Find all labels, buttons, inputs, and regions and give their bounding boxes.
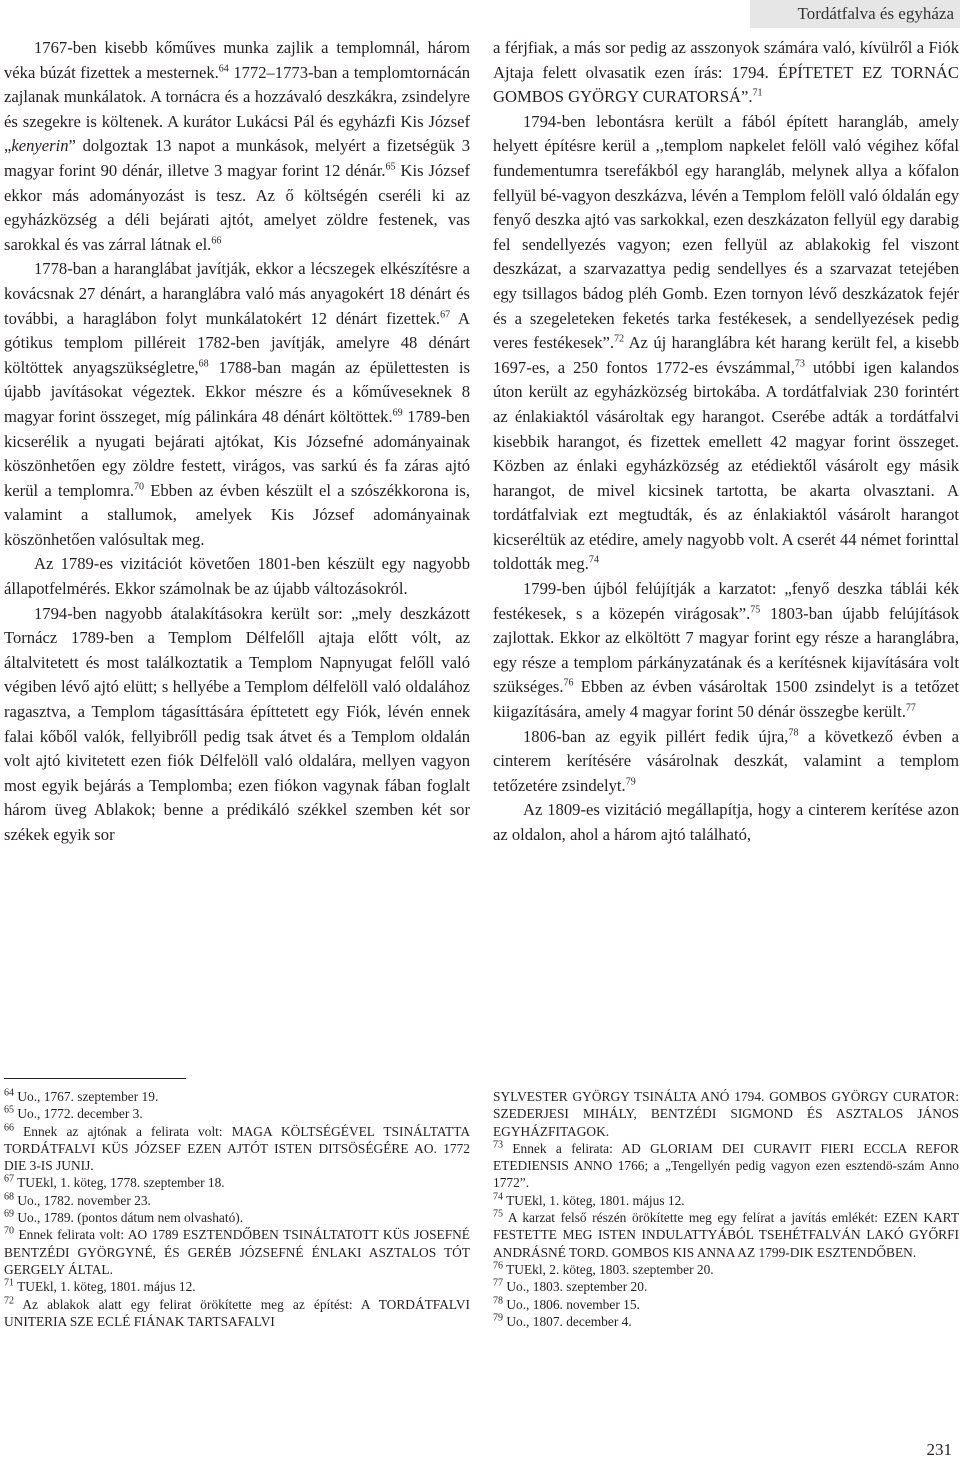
- footnotes-right: [493, 1088, 959, 1330]
- footnote-ref[interactable]: 78: [788, 727, 799, 739]
- paragraph: Az 1809-es vizitáció megállapítja, hogy a cinterem kerítése azon az oldalon, ahol a három ajtó található,: [493, 800, 959, 844]
- footnote: $^{66}$ Ennek az ajtónak a felirata volt: MAGA KÖLTSÉGÉVEL TSINÁLTATTA TORDÁTFALVI KÜS JÓZSEF EZEN AJTÓT ISTEN DITSÖSÉGÉRE AO. 1772 DIE 3-IS JUNIJ.: [4, 1122, 470, 1174]
- page-number: 231: [926, 1440, 952, 1459]
- footnote-divider: [4, 1078, 186, 1079]
- footnote-continued: SYLVESTER GYÖRGY TSINÁLTA ANÓ 1794. GOMBOS GYÖRGY CURATOR: SZEDERJESI MIHÁLY, BENTZÉDI SIGMOND ÉS ASZTALOS JÁNOS EGYHÁZFITAGOK.: [493, 1089, 959, 1139]
- footnote-ref[interactable]: 79: [625, 776, 636, 788]
- footnote-ref[interactable]: 76: [563, 677, 574, 689]
- footnote-ref[interactable]: 77: [905, 702, 916, 714]
- footnote-ref[interactable]: 70: [134, 481, 144, 493]
- footnote-ref[interactable]: 71: [752, 87, 763, 99]
- footnote: $^{74}$ TUEkl, 1. köteg, 1801. május 12.: [493, 1191, 685, 1208]
- paragraph: 1799-ben újból felújítják a karzatot: „fenyő deszka táblái kék festékesek, s a közepén virágosak”.$^{75}$ 1803-ban újabb felújítások zajlottak. Ekkor az elköltött 7 magyar forint egy része a haranglábra, egy része a templom párkányzatának és a kerítésnek kijavítására volt szükséges.$^{76}$ Ebben az évben vásároltak 1500 zsindelyt is a tetőzet kiigazítására, amely 4 magyar forint 50 dénár összegbe került.$^{77}$: [493, 579, 960, 722]
- emphasis: kenyerin: [11, 136, 69, 156]
- running-header: Tordátfalva és egyháza: [750, 0, 960, 28]
- paragraph: 1794-ben lebontásra került a fából épített harangláb, amely helyett építésre kerül a ,,templom napkelet felöll való végihez kőfal fundementumra tserefákból egy harangláb, melynek allya a kőfalon fellyül bé-vagyon deszkázva, lévén a Templom felöll való óldalán egy fenyő deszka ajtó vas sarkokkal, ezen deszkázaton fellyül egy darabig fel sendellyezés vagyon; ezen fellyül az ablakokig fel viszont deszkázat, a szarvazattya pedig sendellyes és a szarvazat tetejében egy tsillagos bádog pléh Gomb. Ezen tornyon lévő deszkázatok fejér és a szegeleteken feketés tarka festékesek, a sendellyezések pedig veres festékesek”.$^{72}$ Az új haranglábra két harang került fel, a kisebb 1697-es, a 250 fontos 1772-es évszámmal,$^{73}$ utóbbi igen kalandos úton került az egyházközség birtokába. A tordátfalviak 230 forintért az énlakiaktól vásároltak egy harangot. Cserébe adták a tordátfalvi kisebbik harangot, és fizettek emellett 42 magyar forint összeget. Közben az énlaki egyházközség az etédiektől vásárolt egy másik harangot, de mivel kicsinek tartotta, be akarta olvasztani. A tordátfalviak ezt megtudták, és az énlakiaktól vásárolt harangot kicseréltük az etédire, amely nagyobb volt. A cserét 44 német forinttal toldották meg.$^{74}$: [493, 111, 959, 574]
- footnote-ref[interactable]: 69: [392, 407, 403, 419]
- footnote: $^{72}$ Az ablakok alatt egy felirat örökítette meg az építést: A TORDÁTFALVI UNITERIA SZE ECLÉ FIÁNAK TARTSAFALVI: [4, 1295, 470, 1329]
- footnote-ref[interactable]: 72: [614, 333, 625, 345]
- footnote: $^{71}$ TUEkl, 1. köteg, 1801. május 12.: [4, 1277, 196, 1295]
- footnote-ref[interactable]: 65: [385, 161, 396, 173]
- footnote-ref[interactable]: 74: [588, 554, 599, 566]
- footnote-ref[interactable]: 73: [794, 358, 805, 370]
- paragraph: 1794-ben nagyobb átalakításokra került sor: „mely deszkázott Tornácz 1789-ben a Templom Délfelőll ajtaja előtt vólt, az általvitetett és most találkoztatik a Templom Napnyugat felőll való végiben lévő ajtó elütt; s hellyébe a Templom délfelöll való oldalához ragasztva, a Templom tágasíttására építtetett egy Fiók, lévén ennek falai kőből valók, fellyibrőll pedig tsak átvet és a Templom oldalán volt ajtó kivitetett ezen fiók Délfelöll való oldalára, mellyen vagyon most egyik bejárás a Templomba; ezen fiókon vagynak fában foglalt három üveg Ablakok; benne a prédikáló székkel szemben két sor székek egyik sor: [4, 603, 470, 844]
- footnote: $^{68}$ Uo., 1782. november 23.: [4, 1191, 151, 1208]
- footnote: $^{65}$ Uo., 1772. december 3.: [4, 1104, 143, 1122]
- footnote-ref[interactable]: 75: [750, 604, 761, 616]
- footnote: $^{64}$ Uo., 1767. szeptember 19.: [4, 1087, 159, 1104]
- footnote: $^{70}$ Ennek felirata volt: AO 1789 ESZTENDŐBEN TSINÁLTATOTT KÜS JOSEFNÉ BENTZÉDI GYÖRGYNÉ, ÉS GERÉB JÓZSEFNÉ ÉNLAKI ASZTALOS TÓT GERGELY ÁLTAL.: [4, 1225, 470, 1277]
- footnote: $^{77}$ Uo., 1803. szeptember 20.: [493, 1277, 648, 1295]
- paragraph: Az 1789-es vizitációt követően 1801-ben készült egy nagyobb állapotfelmérés. Ekkor számolnak be az újabb változásokról.: [4, 554, 470, 599]
- footnote: $^{67}$ TUEkl, 1. köteg, 1778. szeptember 18.: [4, 1174, 225, 1191]
- paragraph: a férjfiak, a más sor pedig az asszonyok számára való, kívülről a Fiók Ajtaja felett olvasatik ezen írás: 1794. ÉPÍTETET EZ TORNÁC GOMBOS GYÖRGY CURATORSÁ”.$^{71}$: [493, 38, 959, 107]
- footnote: $^{73}$ Ennek a felirata: AD GLORIAM DEI CURAVIT FIERI ECCLA REFOR ETEDIENSIS ANNO 1766; a „Tengellyén pedig vagyon ezen esztendö-szám Anno 1772”.: [493, 1139, 959, 1191]
- footnote-ref[interactable]: 67: [440, 309, 451, 320]
- footnote-ref[interactable]: 68: [198, 358, 209, 370]
- footnote: $^{76}$ TUEkl, 2. köteg, 1803. szeptember 20.: [493, 1260, 714, 1277]
- paragraph: 1767-ben kisebb kőműves munka zajlik a templomnál, három véka búzát fizettek a mesternek.$^{64}$ 1772–1773-ban a templomtornácán zajlanak munkálatok. A tornácra és a hozzávaló deszkákra, zsindelyre és szegekre is költenek. A kurátor Lukácsi Pál és egyházfi Kis József „kenyerin” dolgoztak 13 napot a munkások, melyért a fizetségük 3 magyar forint 90 dénár, illetve 3 magyar forint 12 dénár.$^{65}$ Kis József ekkor más adományozást is tesz. Az ő költségén cseréli ki az egyházközség a déli bejárati ajtót, amelyet zöldre festenek, vas sarokkal és vas zárral látnak el.$^{66}$: [4, 38, 470, 254]
- right-column: [493, 36, 959, 848]
- footnote-ref[interactable]: 64: [218, 63, 229, 75]
- left-column: [4, 36, 470, 848]
- footnote: $^{78}$ Uo., 1806. november 15.: [493, 1295, 640, 1312]
- footnote: $^{75}$ A karzat felső részén örökítette meg egy felírat a javítás emlékét: EZEN KART FESTETTE MEG ISTEN INDULATTYÁBÓL TSEHÉTFALVÁN LAKÓ GYŐRFI ANDRÁSNÉ TORD. GOMBOS KIS ANNA AZ 1799-DIK ESZTENDŐBEN.: [493, 1208, 959, 1260]
- footnote: $^{79}$ Uo., 1807. december 4.: [493, 1312, 632, 1329]
- paragraph: 1778-ban a haranglábat javítják, ekkor a lécszegek elkészítésre a kovácsnak 27 dénárt, a haranglábra való más anyagokért 18 dénárt és további, a haraglábon folyt munkálatokért 12 dénárt fizettek.$^{67}$ A gótikus templom pilléreit 1782-ben javítják, amelyre 48 dénárt költöttek anyagszükségletre,$^{68}$ 1788-ban magán az épülettesten is újabb javításokat végeztek. Ekkor mészre és a kőműveseknek 8 magyar forint összeget, míg pálinkára 48 dénárt költöttek.$^{69}$ 1789-ben kicserélik a nyugati bejárati ajtókat, Kis Józsefné adományainak köszönhetően egy zöldre festett, virágos, vas sarkú és fa záras ajtó kerül a templomra.$^{70}$ Ebben az évben készült el a szószékkorona is, valamint a stallumok, amelyek Kis József adományainak köszönhetően valósultak meg.: [4, 259, 470, 549]
- footnote-ref[interactable]: 66: [211, 235, 222, 247]
- footnote: $^{69}$ Uo., 1789. (pontos dátum nem olvasható).: [4, 1208, 244, 1226]
- paragraph: 1806-ban az egyik pillért fedik újra,$^{78}$ a következő évben a cinterem kerítésére vásárolnak deszkát, valamint a templom tetőzetére zsindelyt.$^{79}$: [493, 726, 959, 795]
- footnotes-left: [4, 1088, 470, 1330]
